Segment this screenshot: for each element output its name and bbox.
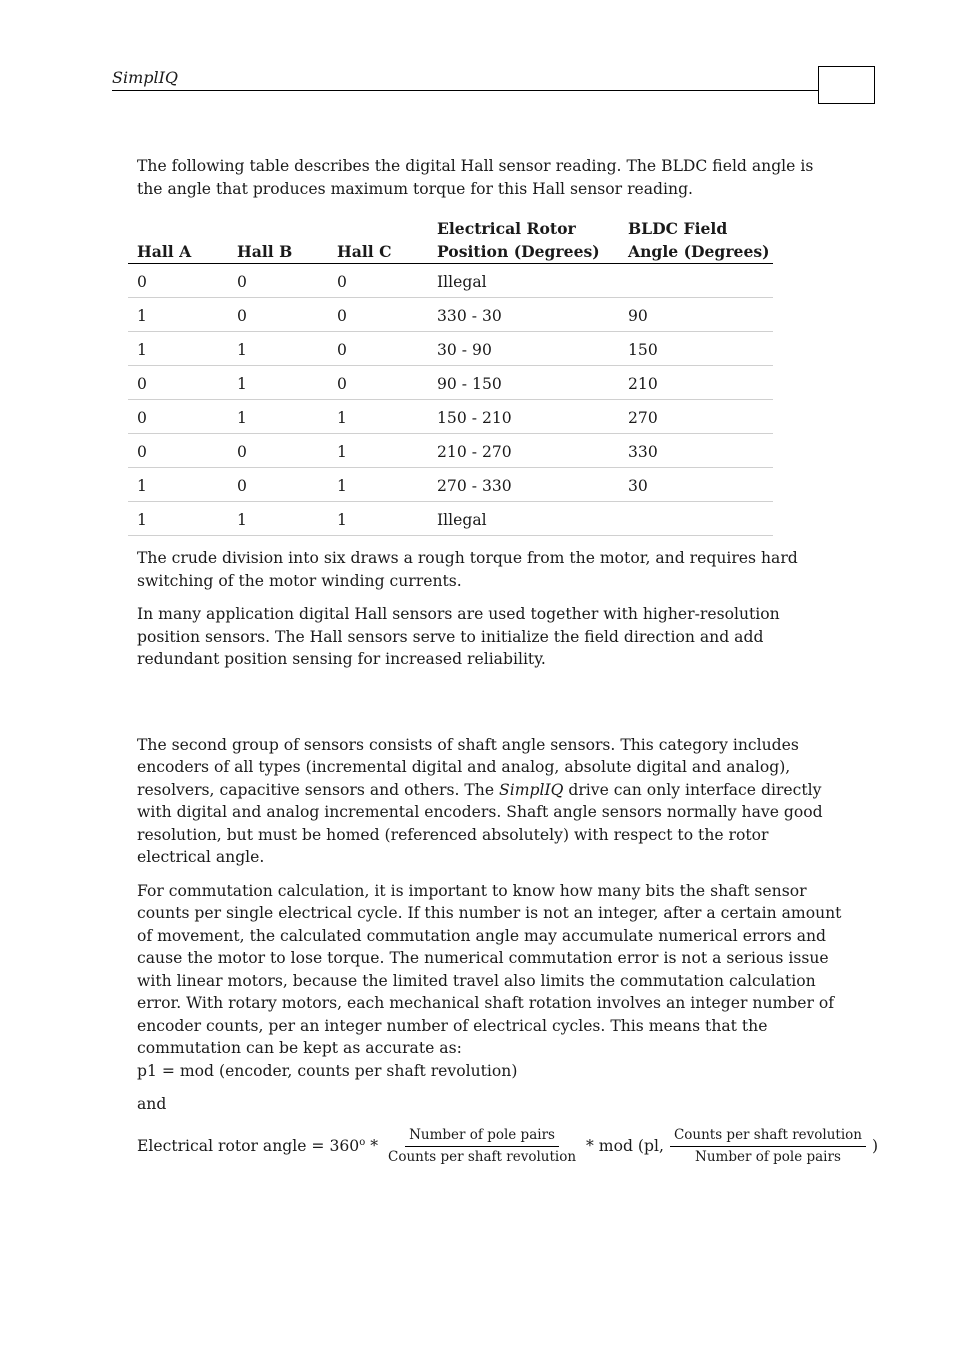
cell-hall-a: 0 <box>128 366 228 400</box>
cell-hall-b: 0 <box>228 468 328 502</box>
table-row <box>128 434 773 468</box>
commutation-paragraph: For commutation calculation, it is important to know how many bits the shaft sensor counts per single electrical cycle. If this number is not an integer, after a certain amount of movement, the calculated commutation angle may accumulate numerical errors and cause the motor to lose torque. The numerical commutation error is not a serious issue with linear motors, because the limited travel also limits the commutation calculation error. With rotary motors, each mechanical shaft rotation involves an integer number of encoder counts, per an integer number of electrical cycles. This means that the commutation can be kept as accurate as: <box>137 881 842 1057</box>
cell-hall-c: 0 <box>328 298 428 332</box>
cell-hall-c: 1 <box>328 400 428 434</box>
table-row <box>128 400 773 434</box>
section-gap <box>137 682 843 734</box>
cell-hall-b: 0 <box>228 264 328 298</box>
formula-lhs: Electrical rotor angle = $360^o$ * <box>137 1136 379 1155</box>
cell-hall-a: 1 <box>128 468 228 502</box>
cell-field-angle <box>619 502 773 536</box>
cell-hall-a: 0 <box>128 434 228 468</box>
cell-field-angle: 90 <box>619 298 773 332</box>
cell-hall-c: 0 <box>328 366 428 400</box>
cell-hall-b: 1 <box>228 400 328 434</box>
fraction-2-numerator: Counts per shaft revolution <box>670 1127 866 1147</box>
document-body <box>137 155 879 1166</box>
page-number-box <box>818 66 875 104</box>
cell-rotor-position: 270 - 330 <box>428 468 619 502</box>
cell-field-angle: 270 <box>619 400 773 434</box>
cell-rotor-position: 330 - 30 <box>428 298 619 332</box>
cell-field-angle <box>619 264 773 298</box>
formula-mod: * mod (pl, <box>586 1136 664 1155</box>
cell-hall-c: 1 <box>328 468 428 502</box>
fraction-1-numerator: Number of pole pairs <box>405 1127 559 1147</box>
equation-p1: p1 = mod (encoder, counts per shaft revolution) <box>137 1061 518 1080</box>
header-brand: SimplIQ <box>112 68 179 87</box>
shaft-text-brand: SimplIQ <box>499 780 564 799</box>
cell-field-angle: 330 <box>619 434 773 468</box>
formula-fraction-1 <box>384 1127 580 1166</box>
cell-hall-a: 1 <box>128 298 228 332</box>
rotor-angle-formula <box>137 1126 879 1166</box>
cell-hall-b: 1 <box>228 366 328 400</box>
cell-hall-c: 1 <box>328 502 428 536</box>
cell-rotor-position: 30 - 90 <box>428 332 619 366</box>
cell-rotor-position: 90 - 150 <box>428 366 619 400</box>
cell-hall-c: 1 <box>328 434 428 468</box>
cell-hall-b: 0 <box>228 434 328 468</box>
cell-field-angle: 150 <box>619 332 773 366</box>
header-hall-c: Hall C <box>328 218 428 264</box>
cell-rotor-position: 210 - 270 <box>428 434 619 468</box>
header-field-angle <box>619 218 773 264</box>
cell-hall-b: 1 <box>228 332 328 366</box>
header-rotor-position <box>428 218 619 264</box>
header-rotor-line2: Position (Degrees) <box>437 241 600 261</box>
page-header <box>112 66 875 104</box>
cell-rotor-position: Illegal <box>428 264 619 298</box>
header-field-line1: BLDC Field <box>628 219 728 238</box>
table-row <box>128 502 773 536</box>
table-row <box>128 468 773 502</box>
hall-sensor-table <box>128 218 773 536</box>
hall-usage-paragraph: In many application digital Hall sensors are used together with higher-resolution position sensors. The Hall sensors serve to initialize the field direction and add redundant position sensing for increased reliability. <box>137 605 780 668</box>
cell-hall-a: 0 <box>128 264 228 298</box>
cell-hall-b: 0 <box>228 298 328 332</box>
formula-fraction-2 <box>670 1127 866 1166</box>
cell-rotor-position: Illegal <box>428 502 619 536</box>
intro-paragraph: The following table describes the digital Hall sensor reading. The BLDC field angle is the angle that produces maximum torque for this Hall sensor reading. <box>137 157 814 198</box>
table-row <box>128 264 773 298</box>
formula-times: * <box>370 1136 379 1155</box>
cell-hall-c: 0 <box>328 332 428 366</box>
cell-hall-a: 1 <box>128 502 228 536</box>
formula-close: ) <box>871 1136 879 1155</box>
table-row <box>128 332 773 366</box>
cell-field-angle: 30 <box>619 468 773 502</box>
cell-rotor-position: 150 - 210 <box>428 400 619 434</box>
header-rotor-line1: Electrical Rotor <box>437 219 576 238</box>
cell-field-angle: 210 <box>619 366 773 400</box>
cell-hall-c: 0 <box>328 264 428 298</box>
fraction-2-denominator: Number of pole pairs <box>695 1148 841 1165</box>
cell-hall-a: 1 <box>128 332 228 366</box>
shaft-text-after: drive can only interface directly with digital and analog incremental encoders. Shaft angle sensors normally have good resolution, but must be homed (referenced absolutely) with respect to the rotor electrical angle. <box>137 780 823 866</box>
table-row <box>128 366 773 400</box>
crude-division-paragraph: The crude division into six draws a rough torque from the motor, and requires hard switching of the motor winding currents. <box>137 549 798 590</box>
shaft-text-before: The second group of sensors consists of shaft angle sensors. This category includes encoders of all types (incremental digital and analog, absolute digital and analog), resolvers, capacitive sensors and others. The <box>137 735 799 799</box>
header-hall-a: Hall A <box>128 218 228 264</box>
cell-hall-a: 0 <box>128 400 228 434</box>
cell-hall-b: 1 <box>228 502 328 536</box>
shaft-sensors-paragraph <box>137 734 843 869</box>
fraction-1-denominator: Counts per shaft revolution <box>388 1148 577 1165</box>
formula-degree: o <box>359 1136 366 1148</box>
table-header-row <box>128 218 773 264</box>
header-rule <box>112 90 818 91</box>
header-field-line2: Angle (Degrees) <box>628 241 770 261</box>
header-hall-b: Hall B <box>228 218 328 264</box>
table-row <box>128 298 773 332</box>
and-text: and <box>137 1095 167 1113</box>
